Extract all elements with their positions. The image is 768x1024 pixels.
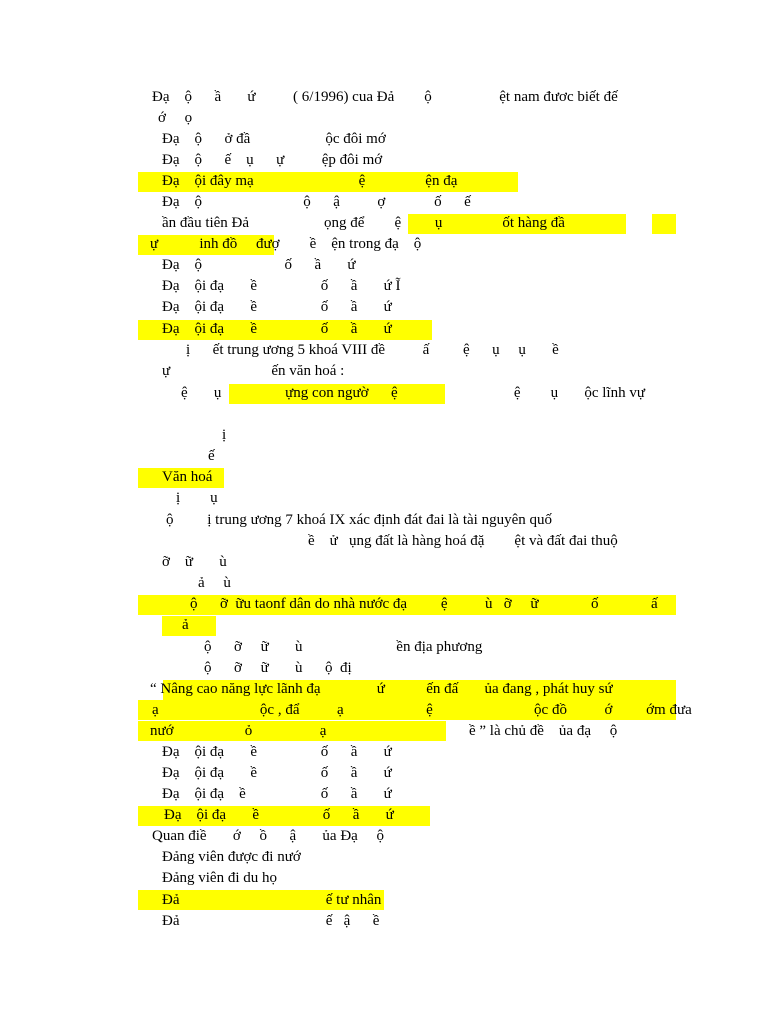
text-line: ệ ụ ựng con ngườ ệ ệ ụ ộc lĩnh vự [181,385,645,401]
text-line: ộ ị trung ương 7 khoá IX xác định đát đai là tài nguyên quố [166,512,552,528]
text-line: “ Nâng cao năng lực lãnh đạ ứ ến đấ ủa đang , phát huy sứ [150,681,613,697]
text-line: Đạ ội đạ ề ố ầ ứ [162,786,392,802]
text-line: ị [222,427,227,443]
text-line: nướ ỏ ạ ề ” là chủ đề ủa đạ ộ [150,723,618,739]
text-line: ự ến văn hoá : [162,363,345,379]
text-line: ộ ỡ ữu taonf dân do nhà nước đạ ệ ù ỡ ữ ố ấ [190,596,658,612]
text-line: ộ ỡ ữ ù ền địa phương [204,639,483,655]
highlight-band [652,214,676,234]
text-line: Văn hoá [162,469,213,485]
text-line: Đạ ội đạ ề ố ầ ứ [162,765,392,781]
text-line: Đạ ội đạ ề ố ầ ứ Ĩ [162,278,401,294]
text-line: ạ ộc , đẩ ạ ệ ộc đồ ớ ớm đưa [152,702,692,718]
text-line: ộ ỡ ữ ù ộ đị [204,660,352,676]
text-line: Đả ế ậ ề [162,913,380,929]
text-line: ả [182,617,189,633]
highlight-band [162,616,216,636]
text-line: Đạ ộ ế ụ ự ệp đôi mớ [162,152,383,168]
text-line: Đảng viên được đi nướ [162,849,301,865]
text-line: Đạ ộ ở đầ ộc đôi mớ [162,131,386,147]
text-line: ị ết trung ương 5 khoá VIII đề ấ ệ ụ ụ ề [186,342,559,358]
text-line: Đạ ội đạ ề ố ầ ứ [162,299,392,315]
text-line: Đạ ộ ố ầ ứ [162,257,356,273]
text-line: ả ù [198,575,231,591]
text-line: Đạ ội đạ ề ố ầ ứ [162,744,392,760]
text-line: Đảng viên đi du họ [162,870,277,886]
text-line: ề ử ụng đất là hàng hoá đặ ệt và đất đai thuộ [308,533,618,549]
text-line: ỡ ữ ù [162,554,227,570]
text-line: Đạ ội đây mạ ệ ện đạ [162,173,458,189]
text-line: ế [208,448,215,464]
text-line: Quan điề ớ ồ ậ ủa Đạ ộ [152,828,385,844]
text-line: Đạ ội đạ ề ố ầ ứ [162,321,392,337]
text-line: ần đầu tiên Đả ọng để ệ ụ ốt hàng đầ [162,215,565,231]
text-line: ớ ọ [158,110,193,126]
text-line: Đạ ội đạ ề ố ầ ứ [164,807,394,823]
text-line: Đạ ộ ầ ứ ( 6/1996) cua Đả ộ ệt nam đươc biết đế [152,89,618,105]
text-line: ự inh đồ đượ ề ện trong đạ ộ [150,236,422,252]
text-line: Đả ế tư nhân [162,892,382,908]
text-line: ị ụ [176,490,218,506]
text-line: Đạ ộ ộ ậ ợ ố ế [162,194,471,210]
